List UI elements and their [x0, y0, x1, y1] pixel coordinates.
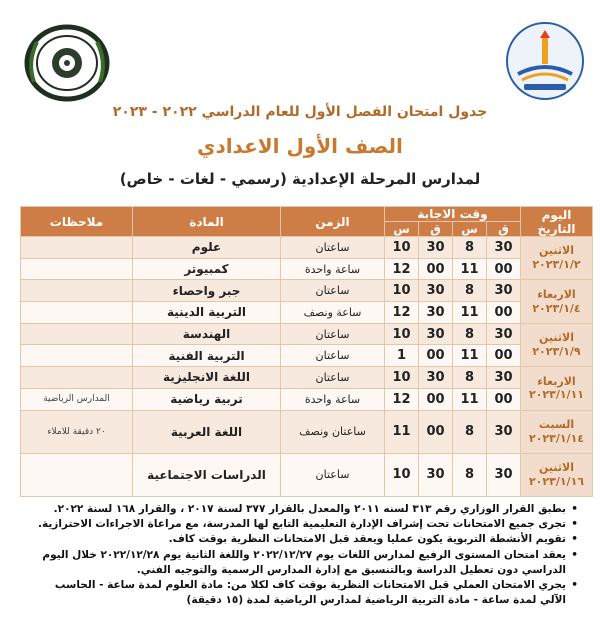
end-hour: 10: [385, 453, 419, 496]
exam-note: ٢٠ دقيقة للاملاء: [21, 410, 133, 453]
table-row: [21, 453, 593, 496]
start-minute: 30: [487, 323, 521, 345]
end-minute: 30: [419, 323, 453, 345]
end-minute: 30: [419, 453, 453, 496]
start-minute: 30: [487, 410, 521, 453]
exam-duration: ساعتان: [281, 323, 385, 345]
exam-subject: علوم: [133, 237, 281, 259]
day-date-header: اليوم التاريخ: [521, 207, 593, 237]
exam-note: [21, 302, 133, 324]
exam-subject: اللغة العربية: [133, 410, 281, 453]
start-minute: 30: [487, 280, 521, 302]
table-row: [21, 323, 593, 345]
exam-note: [21, 453, 133, 496]
exam-duration: ساعتان ونصف: [281, 410, 385, 453]
table-row: [21, 258, 593, 280]
schools-subtitle: لمدارس المرحلة الإعدادية (رسمي - لغات - خاص): [119, 170, 481, 188]
exam-date: الاثنين ٢٠٢٣/١/٢: [521, 237, 593, 280]
exam-subject: جبر واحصاء: [133, 280, 281, 302]
exam-note: [21, 345, 133, 367]
minute-header: ق: [487, 222, 521, 237]
exam-duration: ساعة واحدة: [281, 258, 385, 280]
regulations-notes-list: [30, 502, 578, 609]
start-hour: 11: [453, 345, 487, 367]
exam-date: الاربعاء ٢٠٢٣/١/٤: [521, 280, 593, 323]
table-row: [21, 302, 593, 324]
start-hour: 8: [453, 453, 487, 496]
end-hour: 10: [385, 323, 419, 345]
note-item: • تقويم الأنشطة التربوية يكون عمليا ويعقد قبل الامتحانات النظرية بوقت كاف.: [30, 532, 578, 547]
start-hour: 8: [453, 237, 487, 259]
start-hour: 8: [453, 410, 487, 453]
end-hour: 1: [385, 345, 419, 367]
end-minute: 30: [419, 280, 453, 302]
end-minute: 00: [419, 345, 453, 367]
note-item: • يعقد امتحان المستوى الرفيع لمدارس اللغات يوم ٢٠٢٢/١٢/٢٧ واللغة الثانية يوم ٢٠٢٢/١٢/٢٨ خلال اليوم الدراسي دون تعطيل الدراسة وبالتنسيق مع إدارة المدارس الرسمية والتوجيه الفني.: [30, 548, 578, 578]
note-item: • تجرى جميع الامتحانات تحت إشراف الإدارة التعليمية التابع لها المدرسة، مع مراعاة الاجراءات الاحترازية.: [30, 517, 578, 532]
table-row: [21, 280, 593, 302]
exam-duration: ساعتان: [281, 367, 385, 389]
exam-duration: ساعتان: [281, 237, 385, 259]
exam-duration: ساعتان: [281, 345, 385, 367]
start-hour: 11: [453, 388, 487, 410]
exam-note: [21, 323, 133, 345]
start-minute: 30: [487, 237, 521, 259]
start-hour: 11: [453, 258, 487, 280]
notes-header: ملاحظات: [21, 207, 133, 237]
end-minute: 00: [419, 410, 453, 453]
exam-schedule-table: [20, 206, 593, 497]
exam-subject: تربية رياضية: [133, 388, 281, 410]
start-minute: 00: [487, 258, 521, 280]
exam-duration: ساعتان: [281, 280, 385, 302]
start-minute: 30: [487, 453, 521, 496]
exam-note: [21, 237, 133, 259]
start-minute: 00: [487, 388, 521, 410]
end-hour: 12: [385, 388, 419, 410]
note-item: • بطبق القرار الوزاري رقم ٣١٣ لسنه ٢٠١١ والمعدل بالقرار ٣٧٧ لسنة ٢٠١٧ ، والقرار ١٦٨ لسنة ٢٠٢٢.: [30, 502, 578, 517]
table-row: [21, 367, 593, 389]
start-minute: 00: [487, 302, 521, 324]
education-directorate-logo: [504, 20, 586, 102]
end-minute: 30: [419, 237, 453, 259]
start-hour: 8: [453, 323, 487, 345]
end-hour: 12: [385, 258, 419, 280]
exam-subject: كمبيوتر: [133, 258, 281, 280]
table-row: [21, 237, 593, 259]
hour-header: س: [453, 222, 487, 237]
start-minute: 30: [487, 367, 521, 389]
exam-note: [21, 367, 133, 389]
exam-note: المدارس الرياضية: [21, 388, 133, 410]
exam-date: الاربعاء ٢٠٢٣/١/١١: [521, 367, 593, 410]
exam-note: [21, 258, 133, 280]
duration-header: الزمن: [281, 207, 385, 237]
table-row: [21, 410, 593, 453]
end-hour: 12: [385, 302, 419, 324]
exam-date: الاثنين ٢٠٢٣/١/١٦: [521, 453, 593, 496]
note-item: • يجري الامتحان العملي قبل الامتحانات النظرية بوقت كاف لكلا من: مادة العلوم لمدة ساعة - الحاسب الآلي لمدة ساعة - مادة التربية الرياضية لمدارس الرياضية لمدة (١٥ دقيقة): [30, 578, 578, 608]
exam-duration: ساعتان: [281, 453, 385, 496]
exam-subject: التربية الفنية: [133, 345, 281, 367]
exam-schedule-title: جدول امتحان الفصل الأول للعام الدراسي ٢٠٢٢ - ٢٠٢٣: [112, 104, 488, 120]
end-hour: 10: [385, 280, 419, 302]
grade-title: الصف الأول الاعدادي: [197, 134, 403, 158]
end-minute: 00: [419, 388, 453, 410]
end-hour: 10: [385, 237, 419, 259]
exam-duration: ساعة ونصف: [281, 302, 385, 324]
end-minute: 00: [419, 258, 453, 280]
end-hour: 10: [385, 367, 419, 389]
exam-subject: الهندسة: [133, 323, 281, 345]
start-hour: 8: [453, 280, 487, 302]
minute-header: ق: [419, 222, 453, 237]
subject-header: المادة: [133, 207, 281, 237]
exam-date: السبت ٢٠٢٣/١/١٤: [521, 410, 593, 453]
end-minute: 30: [419, 367, 453, 389]
exam-duration: ساعة واحدة: [281, 388, 385, 410]
table-row: [21, 345, 593, 367]
end-minute: 30: [419, 302, 453, 324]
exam-date: الاثنين ٢٠٢٣/١/٩: [521, 323, 593, 366]
exam-subject: اللغة الانجليزية: [133, 367, 281, 389]
ministry-emblem-logo: [22, 22, 112, 104]
exam-note: [21, 280, 133, 302]
exam-subject: الدراسات الاجتماعية: [133, 453, 281, 496]
table-row: [21, 388, 593, 410]
exam-subject: التربية الدينية: [133, 302, 281, 324]
start-hour: 8: [453, 367, 487, 389]
start-minute: 00: [487, 345, 521, 367]
answer-time-header: وقت الاجابة: [385, 207, 521, 222]
start-hour: 11: [453, 302, 487, 324]
hour-header: س: [385, 222, 419, 237]
end-hour: 11: [385, 410, 419, 453]
